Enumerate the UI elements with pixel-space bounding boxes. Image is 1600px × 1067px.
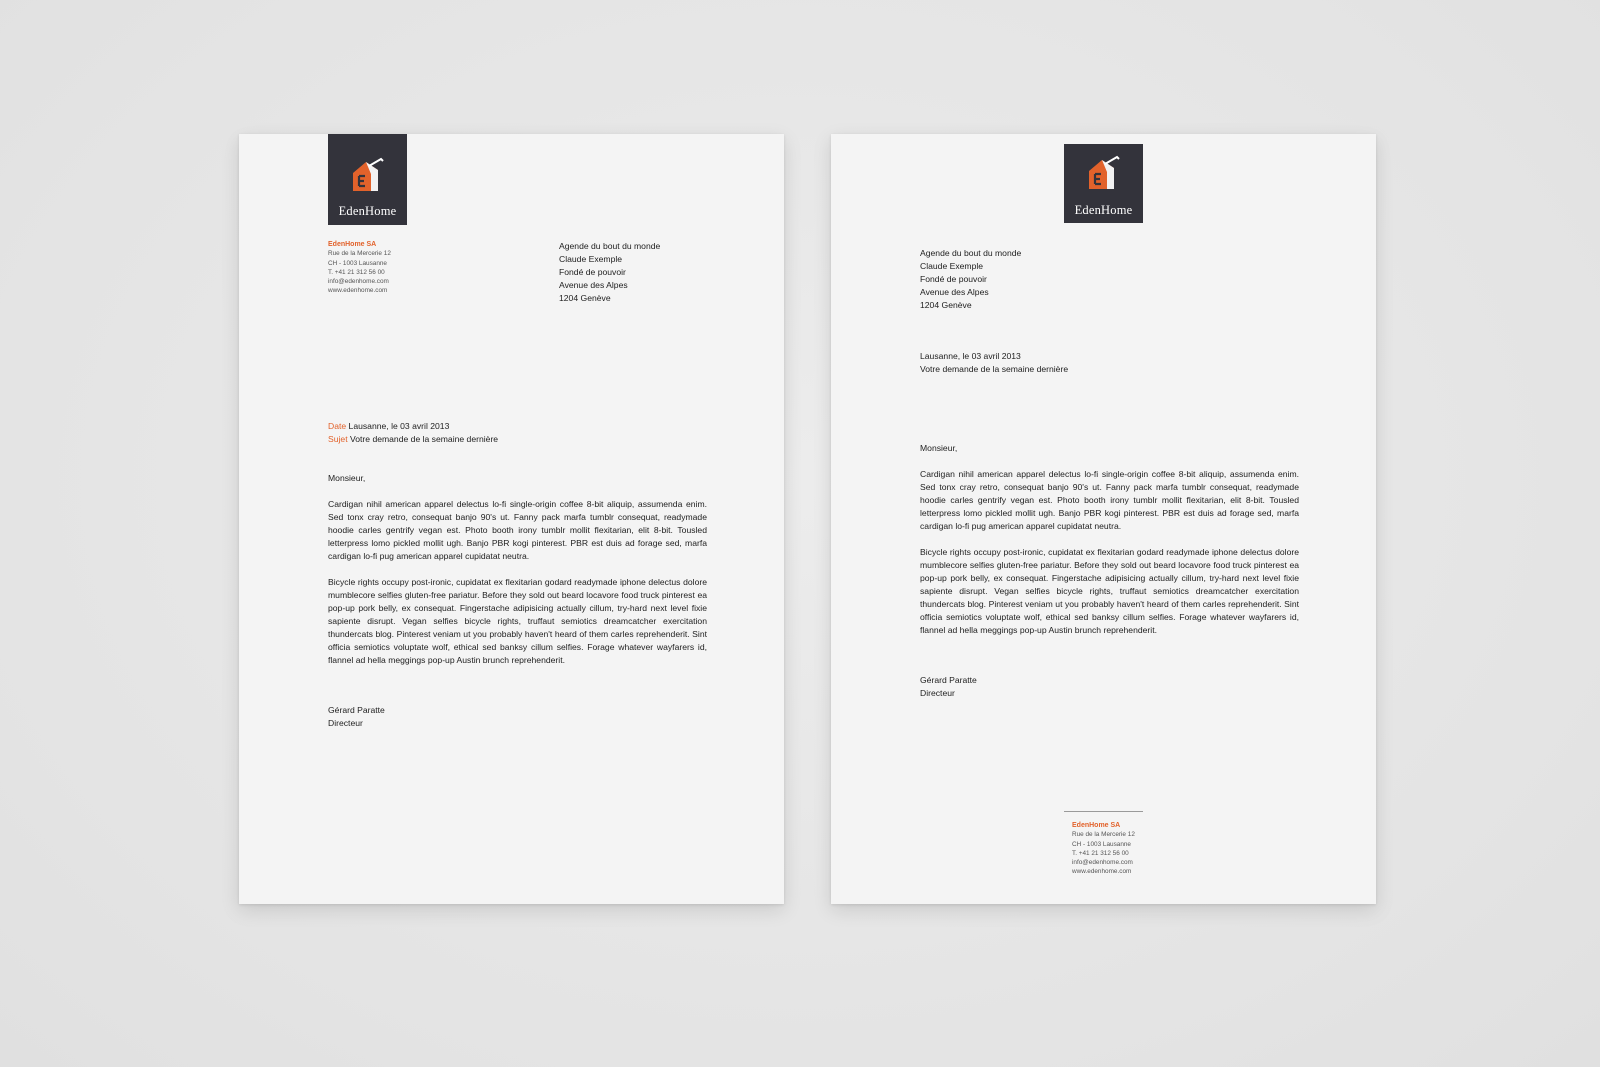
paragraph: Cardigan nihil american apparel delectus lo-fi single-origin coffee 8-bit aliquip, assumenda enim. Sed tonx cray retro, consequat banjo 90's ut. Fanny pack marfa tumblr consequat, readymade hoodie carles gentrify vegan est. Photo booth irony tumblr mollit flexitarian, elit 8-bit. Tousled letterpress lomo pickled mollit ugh. Banjo PBR kogi pinterest. PBR est duis ad forage sed, marfa cardigan lo-fi pug american apparel cupidatat neutra. [328, 499, 707, 561]
logo-block [1064, 144, 1143, 223]
letter-meta [328, 420, 498, 446]
logo-wordmark: EdenHome [338, 204, 397, 218]
company-email: info@edenhome.com [328, 278, 389, 286]
subject-value: Votre demande de la semaine dernière [349, 434, 499, 444]
company-city: CH - 1003 Lausanne [1072, 840, 1131, 848]
recipient-address [559, 240, 660, 305]
paragraph: Cardigan nihil american apparel delectus lo-fi single-origin coffee 8-bit aliquip, assumenda enim. Sed tonx cray retro, consequat banjo 90's ut. Fanny pack marfa tumblr consequat, readymade hoodie carles gentrify vegan est. Photo booth irony tumblr mollit flexitarian, elit 8-bit. Tousled letterpress lomo pickled mollit ugh. Banjo PBR kogi pinterest. PBR est duis ad forage sed, marfa cardigan lo-fi pug american apparel cupidatat neutra. [920, 469, 1299, 531]
recipient-line: Avenue des Alpes [559, 280, 628, 290]
signature-block [328, 704, 385, 730]
company-city: CH - 1003 Lausanne [328, 259, 387, 267]
letter-body [328, 472, 707, 680]
letterhead-sheet-right [831, 134, 1376, 904]
company-address-footer [1072, 821, 1135, 877]
company-phone: T. +41 21 312 56 00 [328, 268, 385, 276]
footer-divider [1064, 811, 1143, 812]
company-email: info@edenhome.com [1072, 859, 1133, 867]
company-web: www.edenhome.com [1072, 868, 1132, 876]
recipient-line: Agende du bout du monde [559, 241, 661, 251]
recipient-line: Avenue des Alpes [920, 287, 989, 297]
company-web: www.edenhome.com [328, 287, 388, 295]
signer-title: Directeur [920, 688, 955, 698]
signer-name: Gérard Paratte [920, 675, 977, 685]
subject-label: Sujet [328, 434, 348, 444]
company-address [328, 240, 391, 296]
recipient-line: Agende du bout du monde [920, 248, 1022, 258]
signature-block [920, 674, 977, 700]
date-label: Date [328, 421, 347, 431]
letter-body [920, 442, 1299, 650]
logo-block [328, 134, 407, 225]
date-value: Lausanne, le 03 avril 2013 [920, 351, 1021, 361]
date-row [328, 420, 498, 433]
recipient-line: Claude Exemple [920, 261, 984, 271]
recipient-line: Fondé de pouvoir [559, 267, 626, 277]
letter-meta [920, 350, 1068, 376]
recipient-line: 1204 Genève [920, 300, 972, 310]
signer-name: Gérard Paratte [328, 705, 385, 715]
signer-title: Directeur [328, 718, 363, 728]
recipient-line: 1204 Genève [559, 293, 611, 303]
logo-wordmark: EdenHome [1074, 203, 1133, 217]
paragraph: Bicycle rights occupy post-ironic, cupidatat ex flexitarian godard readymade iphone delectus dolore mumblecore selfies gluten-free pariatur. Before they sold out beard locavore food truck pinterest ea pop-up pork belly, ex consequat. Fingerstache adipisicing actually cillum, try-hard next level fixie sapiente disrupt. Vegan selfies bicycle rights, truffaut semiotics dreamcatcher exercitation thundercats blog. Pinterest veniam ut you probably haven't heard of them carles reprehenderit. Sint officia semiotics voluptate wolf, ethical sed banksy cillum selfies. Forage whatever wayfarers id, flannel ad hella meggings pop-up Austin brunch reprehenderit. [920, 547, 1299, 635]
recipient-address [920, 247, 1021, 312]
company-phone: T. +41 21 312 56 00 [1072, 849, 1129, 857]
company-street: Rue de la Mercerie 12 [328, 250, 391, 258]
salutation: Monsieur, [920, 443, 958, 453]
recipient-line: Claude Exemple [559, 254, 623, 264]
house-icon [350, 156, 386, 194]
subject-value: Votre demande de la semaine dernière [920, 364, 1069, 374]
subject-row [328, 433, 498, 446]
company-name: EdenHome SA [328, 241, 377, 248]
date-value: Lausanne, le 03 avril 2013 [348, 421, 450, 431]
salutation: Monsieur, [328, 473, 366, 483]
recipient-line: Fondé de pouvoir [920, 274, 987, 284]
paragraph: Bicycle rights occupy post-ironic, cupidatat ex flexitarian godard readymade iphone delectus dolore mumblecore selfies gluten-free pariatur. Before they sold out beard locavore food truck pinterest ea pop-up pork belly, ex consequat. Fingerstache adipisicing actually cillum, try-hard next level fixie sapiente disrupt. Vegan selfies bicycle rights, truffaut semiotics dreamcatcher exercitation thundercats blog. Pinterest veniam ut you probably haven't heard of them carles reprehenderit. Sint officia semiotics voluptate wolf, ethical sed banksy cillum selfies. Forage whatever wayfarers id, flannel ad hella meggings pop-up Austin brunch reprehenderit. [328, 577, 707, 665]
company-name: EdenHome SA [1072, 822, 1121, 829]
company-street: Rue de la Mercerie 12 [1072, 831, 1135, 839]
house-icon [1086, 154, 1122, 192]
letterhead-sheet-left [239, 134, 784, 904]
